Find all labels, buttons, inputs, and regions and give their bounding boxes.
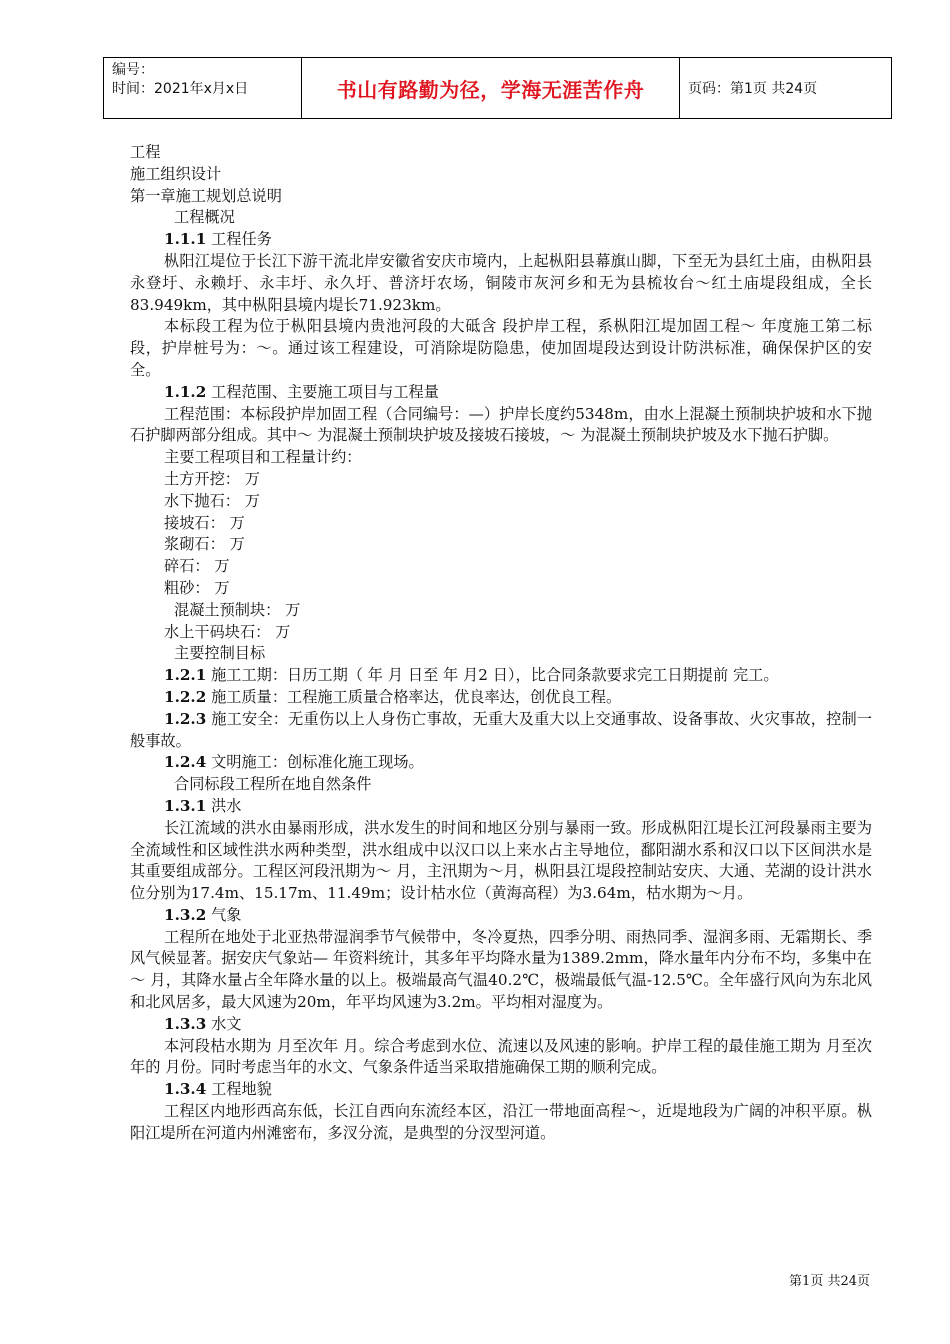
- heading-number: 1.2.2: [164, 687, 207, 706]
- paragraph-hydrology: 本河段枯水期为 月至次年 月。综合考虑到水位、流速以及风速的影响。护岸工程的最佳施工期为 月至次年的 月份。同时考虑当年的水文、气象条件适当采取措施确保工期的顺利完成。: [130, 1036, 872, 1077]
- heading-number: 1.1.2: [164, 382, 207, 401]
- quantity-item: 粗砂： 万: [164, 578, 230, 597]
- chapter-title: 第一章施工规划总说明: [130, 186, 282, 205]
- quantity-item: 接坡石： 万: [164, 513, 245, 532]
- time-label: 时间：2021年x月x日: [112, 81, 249, 97]
- quantity-item: 浆砌石： 万: [164, 535, 245, 554]
- quantity-item: 水上干码块石： 万: [164, 622, 291, 641]
- number-label: 编号：: [112, 62, 154, 78]
- header-page-label: 页码：第1页 共24页: [688, 81, 818, 97]
- paragraph-climate: 工程所在地处于北亚热带湿润季节气候带中，冬冷夏热，四季分明、雨热同季、湿润多雨、无霜期长、季风气候显著。据安庆气象站— 年资料统计，其多年平均降水量为1389.2mm，降水量年内分布不均，多集中在～ 月，其降水量占全年降水量的以上。极端最高气温40.2℃，极端最低气温-12.5℃。全年盛行风向为东北风和北风居多，最大风速为20m，年平均风速为3.2m。平均相对湿度为。: [130, 927, 872, 1012]
- paragraph-flood: 长江流域的洪水由暴雨形成，洪水发生的时间和地区分别与暴雨一致。形成枞阳江堤长江河段暴雨主要为全流域性和区域性洪水两种类型，洪水组成中以汉口以上来水占主导地位，鄱阳湖水系和汉口以下区间洪水是其重要组成部分。工程区河段汛期为～ 月，主汛期为～月，枞阳县江堤段控制站安庆、大通、芜湖的设计洪水位分别为17.4m、15.17m、11.49m；设计枯水位（黄海高程）为3.64m，枯水期为～月。: [130, 818, 872, 903]
- paragraph-scope: 工程范围：本标段护岸加固工程（合同编号：—）护岸长度约5348m，由水上混凝土预制块护坡和水下抛石护脚两部分组成。其中～ 为混凝土预制块护坡及接坡石接坡，～ 为混凝土预制块护坡及水下抛石护脚。: [130, 404, 872, 445]
- heading-text: 工程地貌: [206, 1080, 272, 1099]
- page-header: [103, 57, 892, 119]
- heading-text: 水文: [206, 1014, 242, 1033]
- paragraph-section: 本标段工程为位于枞阳县境内贵池河段的大砥含 段护岸工程，系枞阳江堤加固工程～ 年度施工第二标段，护岸桩号为：～。通过该工程建设，可消除堤防隐患，使加固堤段达到设计防洪标准，确保保护区的安全。: [130, 317, 872, 379]
- quantity-item: 土方开挖： 万: [164, 469, 260, 488]
- heading-number: 1.3.4: [164, 1080, 207, 1099]
- section-title-overview: 工程概况: [174, 208, 235, 227]
- heading-number: 1.2.4: [164, 753, 207, 772]
- heading-number: 1.3.2: [164, 905, 207, 924]
- item-text: 施工质量：工程施工质量合格率达，优良率达，创优良工程。: [206, 687, 622, 706]
- item-1-2-2: [130, 687, 872, 709]
- section-title-targets: 主要控制目标: [174, 644, 266, 663]
- heading-1-3-1: [130, 796, 872, 818]
- document-body: [130, 142, 872, 1145]
- heading-number: 1.1.1: [164, 230, 207, 249]
- heading-text: 工程任务: [206, 230, 272, 249]
- item-1-2-3: [130, 709, 872, 753]
- item-text: 施工安全：无重伤以上人身伤亡事故，无重大及重大以上交通事故、设备事故、火灾事故，控制一般事故。: [130, 709, 872, 750]
- header-motto: 书山有路勤为径，学海无涯苦作舟: [302, 58, 680, 118]
- heading-text: 气象: [206, 905, 242, 924]
- item-1-2-4: [130, 752, 872, 774]
- heading-number: 1.2.3: [164, 709, 207, 728]
- section-title-conditions: 合同标段工程所在地自然条件: [174, 775, 372, 794]
- quantity-item: 水下抛石： 万: [164, 491, 260, 510]
- item-1-2-1: [130, 665, 872, 687]
- page-footer: 第1页 共24页: [789, 1274, 870, 1289]
- header-meta: [104, 58, 302, 118]
- heading-number: 1.3.3: [164, 1014, 207, 1033]
- quantity-item: 碎石： 万: [164, 557, 230, 576]
- item-text: 文明施工：创标准化施工现场。: [206, 753, 424, 772]
- paragraph-landform: 工程区内地形西高东低，长江自西向东流经本区，沿江一带地面高程～，近堤地段为广阔的冲积平原。枞阳江堤所在河道内州滩密布，多汊分流，是典型的分汊型河道。: [130, 1102, 872, 1142]
- doc-title-project: 工程: [130, 143, 161, 161]
- quantity-item: 混凝土预制块： 万: [174, 600, 301, 619]
- heading-text: 工程范围、主要施工项目与工程量: [206, 382, 439, 401]
- heading-1-1-1: [130, 229, 872, 251]
- heading-1-3-3: [130, 1014, 872, 1036]
- heading-1-1-2: [130, 382, 872, 404]
- doc-title-design: 施工组织设计: [130, 164, 222, 183]
- paragraph-task: 枞阳江堤位于长江下游干流北岸安徽省安庆市境内，上起枞阳县幕旗山脚，下至无为县红土庙，由枞阳县永登圩、永赖圩、永丰圩、永久圩、普济圩农场，铜陵市灰河乡和无为县梳妆台～红土庙堤段组成，全长83.949km，其中枞阳县境内堤长71.923km。: [130, 251, 872, 314]
- heading-number: 1.3.1: [164, 796, 207, 815]
- quantity-intro: 主要工程项目和工程量计约：: [164, 448, 362, 467]
- heading-1-3-2: [130, 905, 872, 927]
- heading-number: 1.2.1: [164, 666, 207, 685]
- heading-1-3-4: [130, 1079, 872, 1101]
- heading-text: 洪水: [206, 796, 242, 815]
- item-text: 施工工期：日历工期（ 年 月 日至 年 月2 日），比合同条款要求完工日期提前 完工。: [206, 666, 779, 685]
